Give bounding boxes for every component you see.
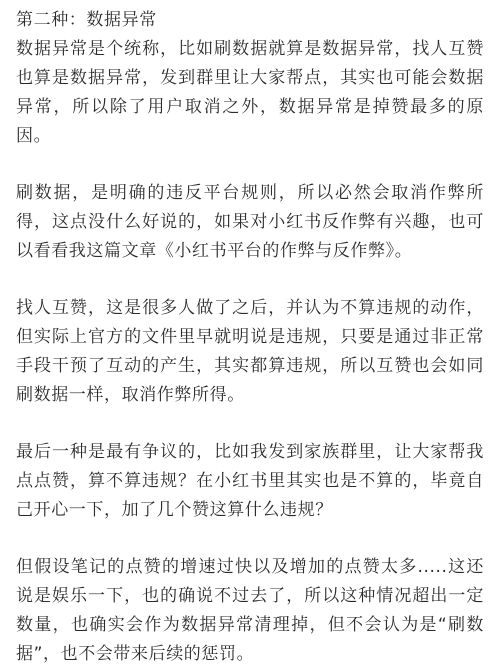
paragraph-family-group: 最后一种是最有争议的，比如我发到家族群里，让大家帮我点点赞，算不算违规？在小红书里其实也是不算的，毕竟自己开心一下，加了几个赞这算什么违规？: [16, 442, 484, 520]
paragraph-data-anomaly-definition: 数据异常是个统称，比如刷数据就算是数据异常，找人互赞也算是数据异常，发到群里让大家帮点，其实也可能会数据异常，所以除了用户取消之外，数据异常是掉赞最多的原因。: [16, 39, 484, 146]
paragraph-mutual-likes: 找人互赞，这是很多人做了之后，并认为不算违规的动作，但实际上官方的文件里早就明说是违规，只要是通过非正常手段干预了互动的产生，其实都算违规，所以互赞也会如同刷数据一样，取消作弊所得。: [16, 298, 484, 405]
paragraph-fake-data: 刷数据，是明确的违反平台规则，所以必然会取消作弊所得，这点没什么好说的，如果对小红书反作弊有兴趣，也可以看看我这篇文章《小红书平台的作弊与反作弊》。: [16, 183, 484, 261]
section-heading: 第二种：数据异常: [16, 10, 157, 30]
paragraph-like-surge: 但假设笔记的点赞的增速过快以及增加的点赞太多.....这还说是娱乐一下，也的确说不过去了，所以这种情况超出一定数量，也确实会作为数据异常清理掉，但不会认为是“刷数据”，也不会带来后续的惩罚。: [16, 557, 484, 664]
